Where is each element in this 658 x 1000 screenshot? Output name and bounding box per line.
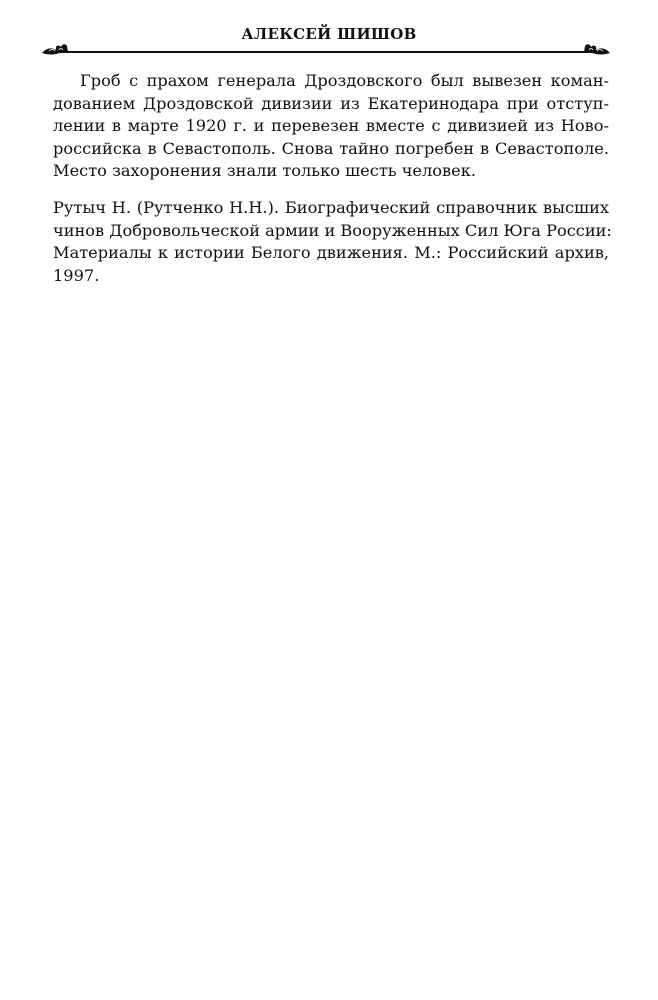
text-line: 1997.: [53, 265, 100, 285]
paragraph-burial-note: [53, 70, 609, 183]
text-line: дованием Дроздовской дивизии из Екатеринодара при отступ-: [53, 93, 609, 113]
running-title: АЛЕКСЕЙ ШИШОВ: [241, 25, 417, 43]
header-rule: [60, 51, 595, 53]
text-line: лении в марте 1920 г. и перевезен вместе с дивизией из Ново-: [53, 116, 609, 136]
flourish-right-icon: [572, 38, 612, 58]
paragraph-reference: [53, 197, 612, 287]
page-header: [0, 0, 658, 70]
page-body: [53, 70, 612, 287]
text-line: Гроб с прахом генерала Дроздовского был вывезен коман-: [80, 71, 609, 90]
text-line: Материалы к истории Белого движения. М.: Российский архив,: [53, 243, 609, 263]
flourish-left-icon: [40, 38, 80, 58]
text-line: Место захоронения знали только шесть человек.: [53, 161, 477, 181]
text-line: Рутыч Н. (Рутченко Н.Н.). Биографический справочник высших: [53, 197, 609, 217]
text-line: российска в Севастополь. Снова тайно погребен в Севастополе.: [53, 138, 609, 158]
text-line: чинов Добровольческой армии и Вооруженных Сил Юга России:: [53, 220, 612, 240]
